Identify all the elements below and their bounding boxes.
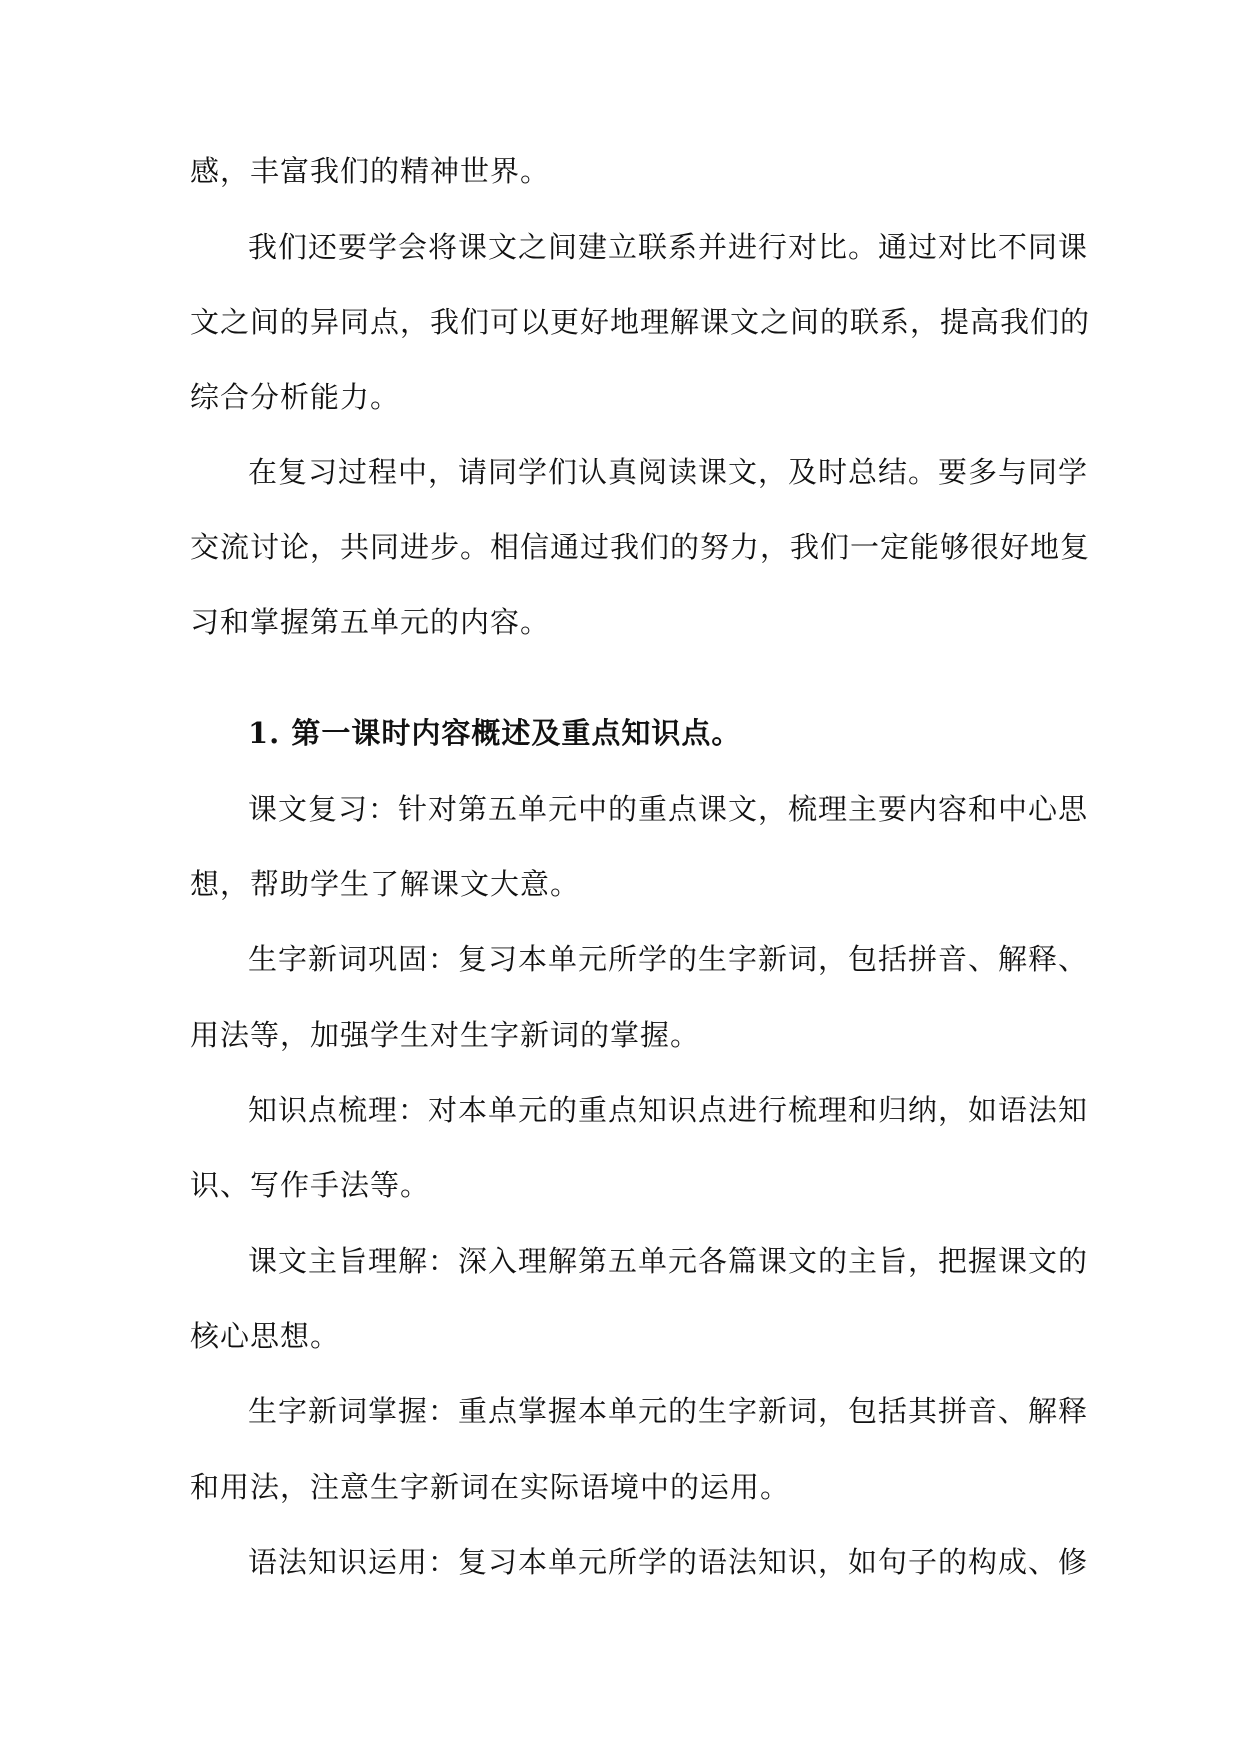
- paragraph-line: 文之间的异同点，我们可以更好地理解课文之间的联系，提高我们的: [190, 305, 1091, 339]
- paragraph-line: 想，帮助学生了解课文大意。: [190, 867, 581, 901]
- paragraph-line: 生字新词掌握：重点掌握本单元的生字新词，包括其拼音、解释: [248, 1394, 1089, 1428]
- paragraph-line: 交流讨论，共同进步。相信通过我们的努力，我们一定能够很好地复: [190, 530, 1091, 564]
- paragraph-line: 感，丰富我们的精神世界。: [190, 154, 551, 188]
- paragraph-line: 在复习过程中，请同学们认真阅读课文，及时总结。要多与同学: [248, 455, 1089, 489]
- section-heading: 1. 第一课时内容概述及重点知识点。: [248, 716, 742, 750]
- paragraph-line: 和用法，注意生字新词在实际语境中的运用。: [190, 1470, 791, 1504]
- paragraph-line: 核心思想。: [190, 1319, 341, 1353]
- paragraph-line: 课文主旨理解：深入理解第五单元各篇课文的主旨，把握课文的: [248, 1244, 1089, 1278]
- paragraph-line: 生字新词巩固：复习本单元所学的生字新词，包括拼音、解释、: [248, 942, 1089, 976]
- paragraph-line: 习和掌握第五单元的内容。: [190, 605, 551, 639]
- paragraph-line: 知识点梳理：对本单元的重点知识点进行梳理和归纳，如语法知: [248, 1093, 1089, 1127]
- paragraph-line: 综合分析能力。: [190, 380, 401, 414]
- paragraph-line: 我们还要学会将课文之间建立联系并进行对比。通过对比不同课: [248, 230, 1089, 264]
- paragraph-line: 用法等，加强学生对生字新词的掌握。: [190, 1018, 701, 1052]
- paragraph-line: 语法知识运用：复习本单元所学的语法知识，如句子的构成、修: [248, 1545, 1089, 1579]
- paragraph-line: 识、写作手法等。: [190, 1168, 431, 1202]
- paragraph-line: 课文复习：针对第五单元中的重点课文，梳理主要内容和中心思: [248, 792, 1089, 826]
